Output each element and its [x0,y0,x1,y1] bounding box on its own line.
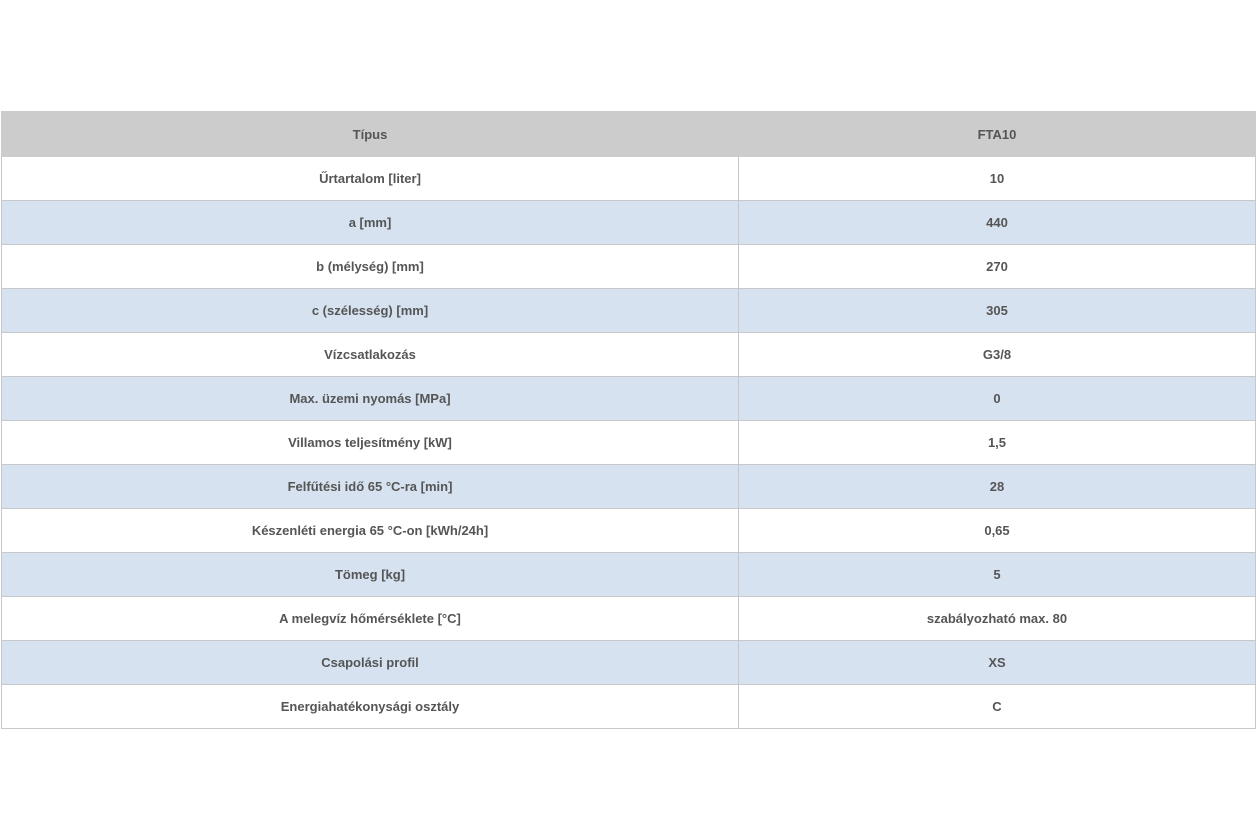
row-label: b (mélység) [mm] [2,245,739,289]
spec-table-header [2,112,1256,157]
row-value: 305 [739,289,1256,333]
row-label: Csapolási profil [2,641,739,685]
table-row [2,553,1256,597]
spec-table-body [2,157,1256,729]
header-value-cell: FTA10 [739,112,1256,157]
table-row [2,245,1256,289]
table-row [2,157,1256,201]
row-label: Készenléti energia 65 °C-on [kWh/24h] [2,509,739,553]
table-row [2,509,1256,553]
row-value: G3/8 [739,333,1256,377]
row-label: Energiahatékonysági osztály [2,685,739,729]
table-row [2,421,1256,465]
row-value: 5 [739,553,1256,597]
table-row [2,465,1256,509]
row-value: 28 [739,465,1256,509]
row-label: Max. üzemi nyomás [MPa] [2,377,739,421]
table-row [2,597,1256,641]
table-row [2,289,1256,333]
row-label: Tömeg [kg] [2,553,739,597]
table-row [2,201,1256,245]
row-label: c (szélesség) [mm] [2,289,739,333]
row-value: 440 [739,201,1256,245]
row-value: 0,65 [739,509,1256,553]
table-row [2,333,1256,377]
row-value: szabályozható max. 80 [739,597,1256,641]
table-row [2,377,1256,421]
row-value: C [739,685,1256,729]
row-value: 1,5 [739,421,1256,465]
table-row [2,685,1256,729]
row-label: A melegvíz hőmérséklete [°C] [2,597,739,641]
row-label: Felfűtési idő 65 °C-ra [min] [2,465,739,509]
spec-table [1,111,1256,729]
row-label: Űrtartalom [liter] [2,157,739,201]
row-label: a [mm] [2,201,739,245]
row-value: 0 [739,377,1256,421]
row-value: XS [739,641,1256,685]
header-label-cell: Típus [2,112,739,157]
header-row [2,112,1256,157]
row-value: 10 [739,157,1256,201]
row-label: Villamos teljesítmény [kW] [2,421,739,465]
row-value: 270 [739,245,1256,289]
table-row [2,641,1256,685]
row-label: Vízcsatlakozás [2,333,739,377]
